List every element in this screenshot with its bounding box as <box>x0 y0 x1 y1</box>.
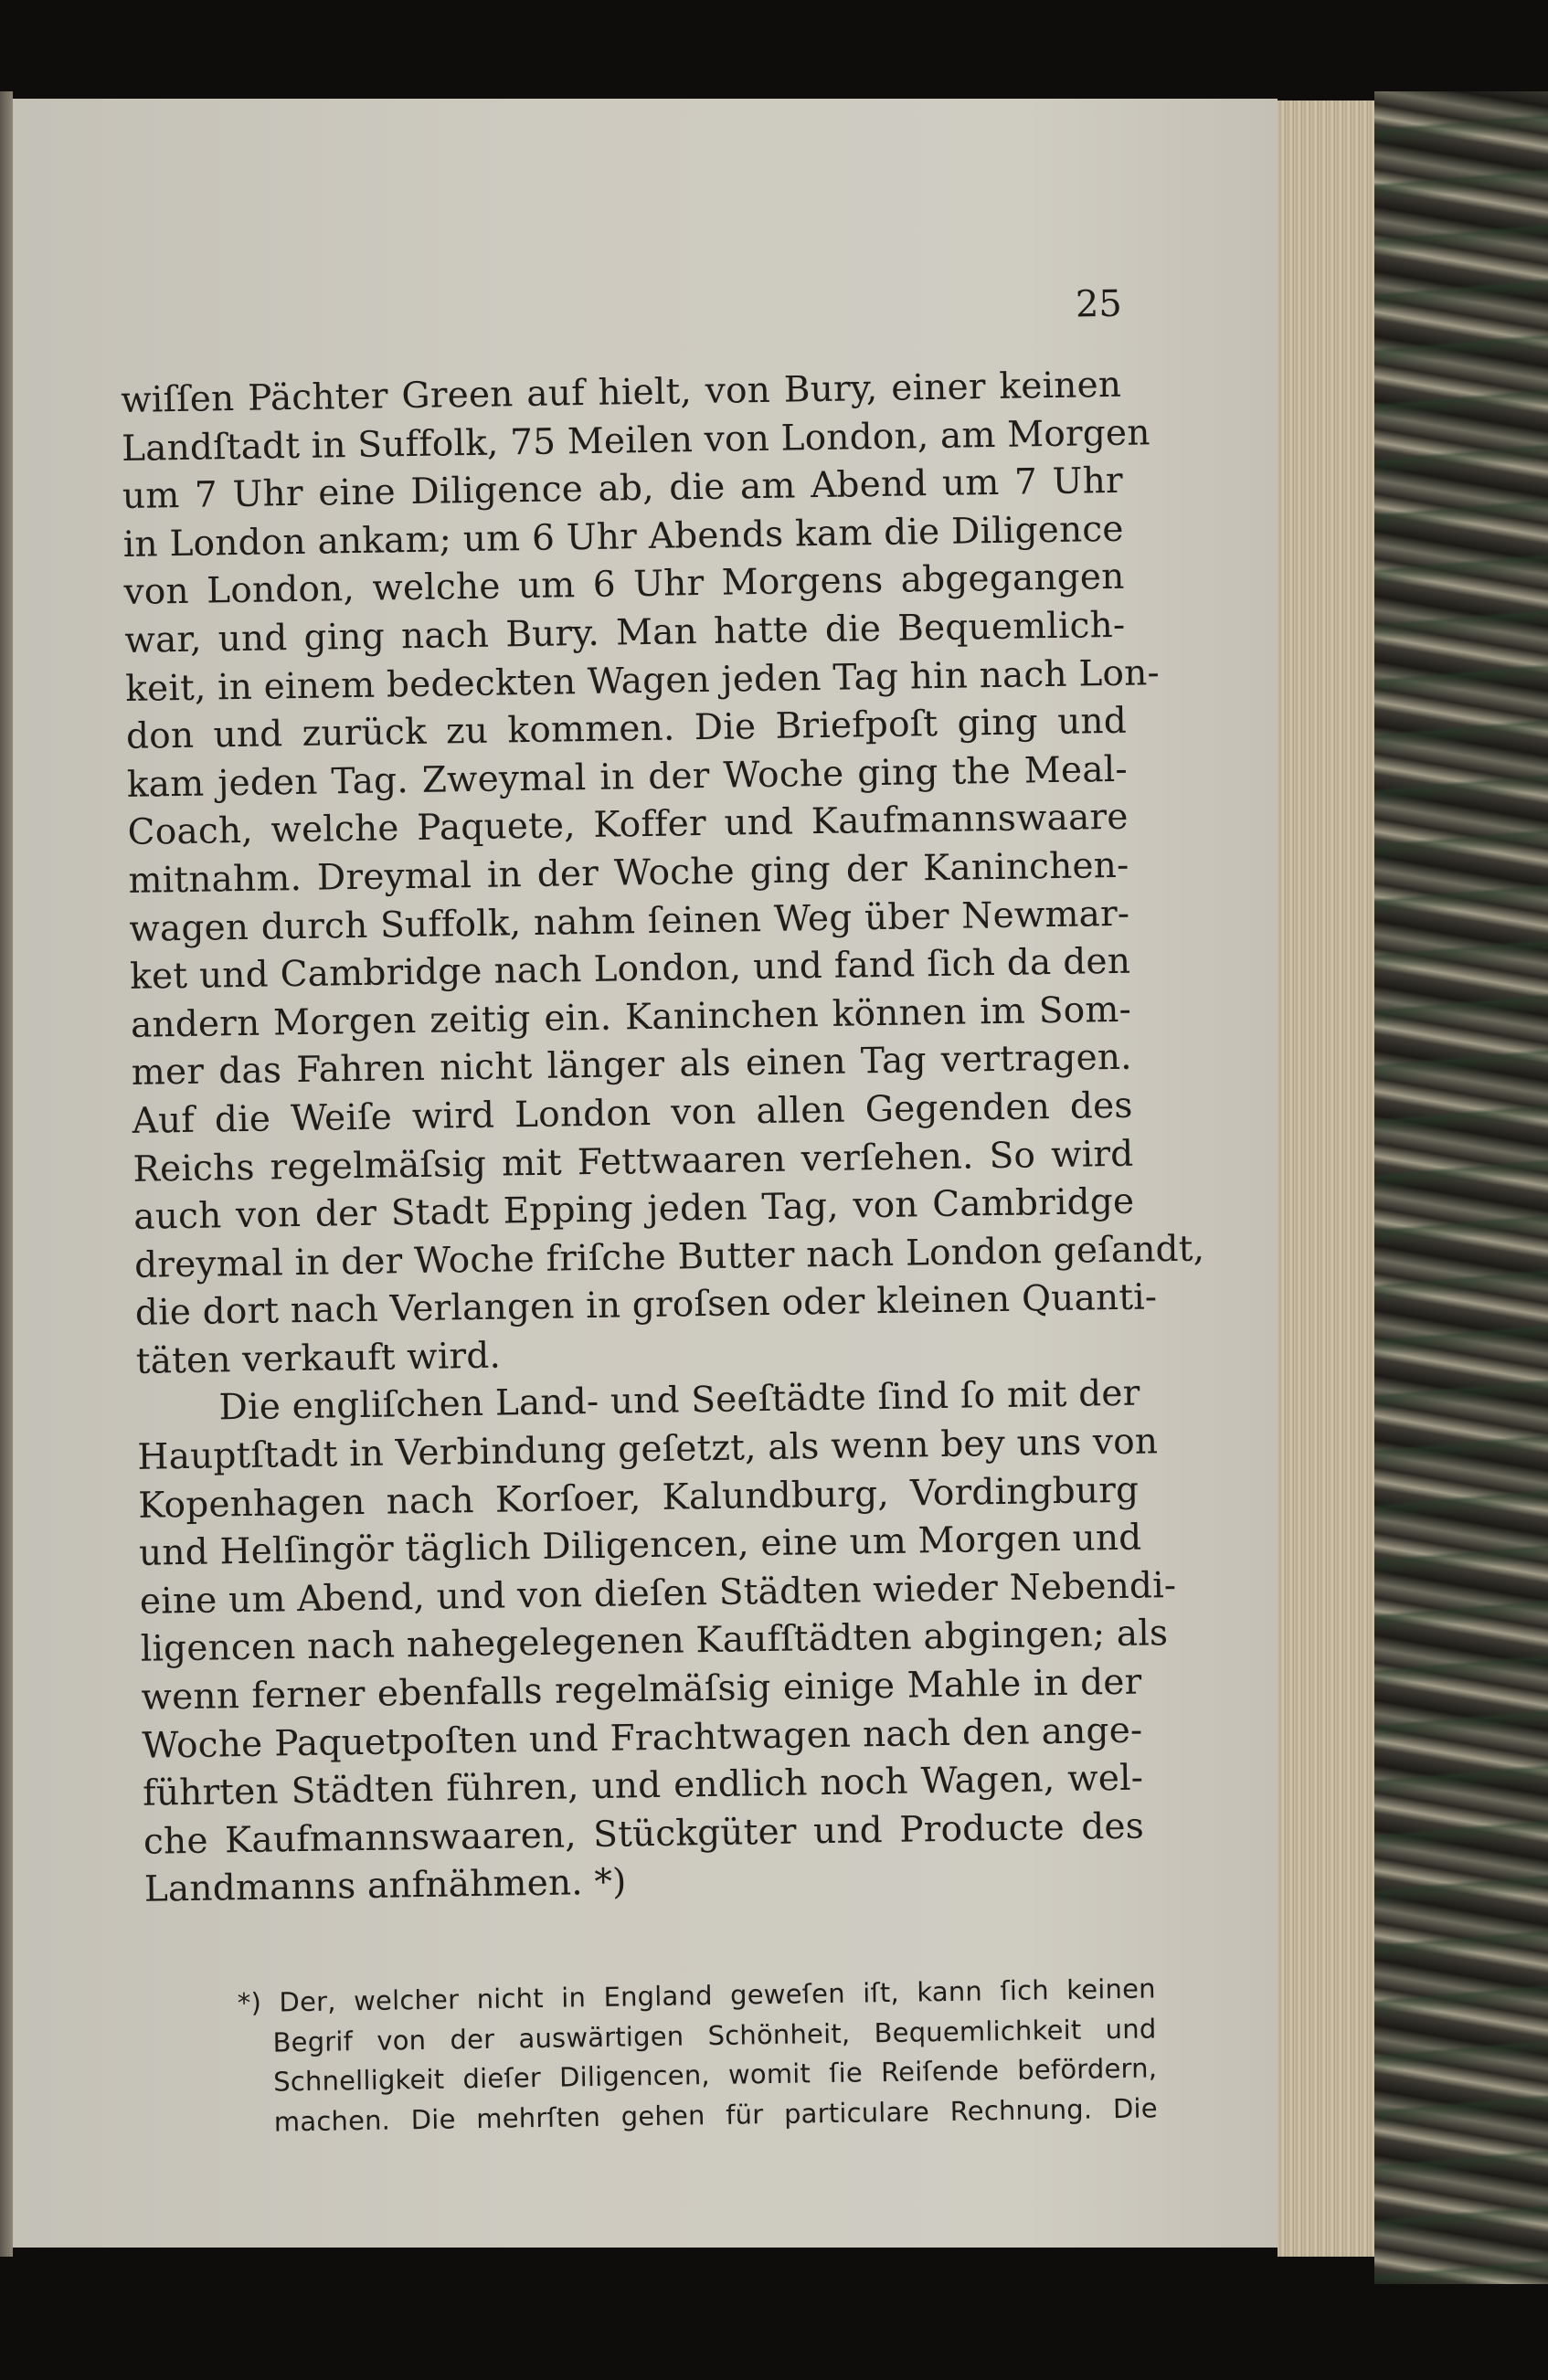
text-line: die dort nach Verlangen in groſsen oder kleinen Quanti- <box>134 1276 1158 1335</box>
text-line: don und zurück zu kommen. Die Briefpoſt ging und <box>125 700 1128 758</box>
footnote-line: Schnelligkeit dieſer Diligencen, womit ſie Reiſende befördern, <box>272 2052 1158 2098</box>
book-binding <box>1374 91 1548 2284</box>
text-line: mer das Fahren nicht länger als einen Tag vertragen. <box>131 1037 1133 1095</box>
text-line: Auf die Weiſe wird London von allen Gegenden des <box>132 1084 1133 1142</box>
text-line: führten Städten führen, und endlich noch Wagen, wel- <box>142 1757 1144 1815</box>
text-line: che Kaufmannswaaren, Stückgüter und Producte des <box>143 1805 1145 1863</box>
page-block-edge <box>1278 100 1374 2257</box>
text-line: Coach, welche Paquete, Koffer und Kaufmannswaare <box>127 797 1129 854</box>
text-line: Woche Paquetpoſten und Frachtwagen nach den ange- <box>142 1709 1143 1767</box>
text-line: wiſſen Pächter Green auf hielt, von Bury, einer keinen <box>120 364 1122 421</box>
footnote-line: machen. Die mehrſten gehen für particulare Rechnung. Die <box>273 2091 1159 2138</box>
text-line: ket und Cambridge nach London, und fand ſich da den <box>129 940 1131 999</box>
text-line: von London, welche um 6 Uhr Morgens abgegangen <box>123 556 1125 614</box>
text-line: um 7 Uhr eine Diligence ab, die am Abend um 7 Uhr <box>122 460 1124 518</box>
footnote-line: Begrif von der auswärtigen Schönheit, Bequemlichkeit und <box>272 2012 1157 2058</box>
text-line: auch von der Stadt Epping jeden Tag, von Cambridge <box>133 1180 1135 1238</box>
text-line: Landſtadt in Suffolk, 75 Meilen von London, am Morgen <box>121 411 1150 470</box>
body-text <box>120 362 1205 1915</box>
text-line: und Helſingör täglich Diligencen, eine um Morgen und <box>138 1517 1142 1575</box>
paragraph-1 <box>120 362 1205 1387</box>
page-number: 25 <box>1075 282 1123 326</box>
text-line: Hauptſtadt in Verbindung geſetzt, als wenn bey uns von <box>137 1421 1159 1478</box>
text-line: kam jeden Tag. Zweymal in der Woche ging the Meal- <box>126 748 1129 806</box>
text-line: ligencen nach nahegelegenen Kaufſtädten abgingen; als <box>140 1613 1169 1671</box>
text-line: Die engliſchen Land- und Seeſtädte ſind ſo mit der <box>218 1373 1140 1429</box>
text-line: war, und ging nach Bury. Man hatte die Bequemlich- <box>124 604 1126 661</box>
footnote <box>238 1969 1159 2142</box>
text-line: wenn ferner ebenfalls regelmäſsig einige Mahle in der <box>141 1661 1142 1719</box>
text-line: Reichs regelmäſsig mit Fettwaaren verſehen. So wird <box>133 1133 1134 1190</box>
footnote-line: *) Der, welcher nicht in England geweſen iſt, kann ſich keinen <box>237 1973 1156 2019</box>
facing-page-edge <box>0 91 13 2257</box>
text-line: in London ankam; um 6 Uhr Abends kam die Diligence <box>122 508 1124 566</box>
text-line: Kopenhagen nach Korſoer, Kalundburg, Vordingburg <box>137 1469 1140 1527</box>
text-line: mitnahm. Dreymal in der Woche ging der Kaninchen- <box>128 844 1129 902</box>
text-line: eine um Abend, und von dieſen Städten wieder Nebendi- <box>139 1564 1177 1623</box>
text-line: wagen durch Suffolk, nahm ſeinen Weg über Newmar- <box>129 893 1130 950</box>
text-line: dreymal in der Woche friſche Butter nach London geſandt, <box>133 1228 1205 1286</box>
text-line: keit, in einem bedeckten Wagen jeden Tag hin nach Lon- <box>124 651 1161 710</box>
text-block <box>119 252 1205 2138</box>
text-line: täten verkauft wird. <box>135 1335 502 1382</box>
book-page <box>13 99 1278 2248</box>
text-line: Landmanns anfnähmen. *) <box>143 1861 627 1911</box>
paragraph-2 <box>136 1370 1177 1915</box>
text-line: andern Morgen zeitig ein. Kaninchen können im Som- <box>130 989 1132 1046</box>
